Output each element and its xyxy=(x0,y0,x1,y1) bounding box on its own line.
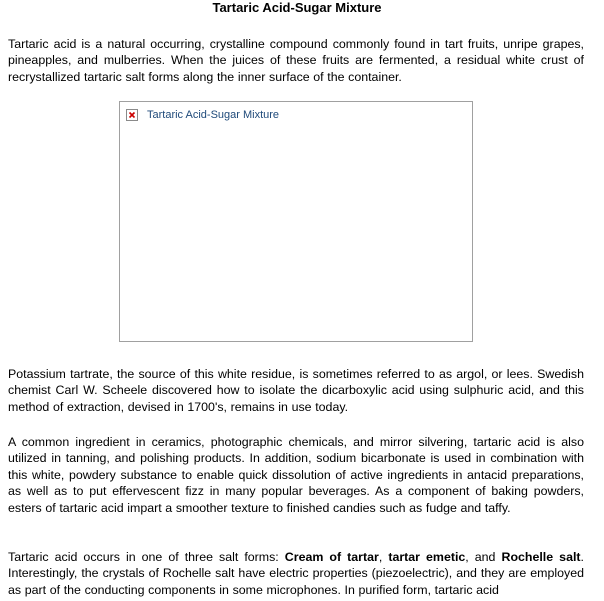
salt-cream-of-tartar: Cream of tartar xyxy=(284,550,379,564)
salt-forms-intro: Tartaric acid occurs in one of three salt forms: xyxy=(8,550,285,564)
broken-image-icon xyxy=(126,109,138,121)
figure-image-placeholder xyxy=(119,101,473,342)
uses-paragraph: A common ingredient in ceramics, photographic chemicals, and mirror silvering, tartaric acid is also utilized in tanning, and polishing products. In addition, sodium bicarbonate is used in combination with this white, powdery substance to enable quick dissolution of active ingredients in antacid preparations, as well as to put effervescent fizz in many popular beverages. As a component of baking powders, esters of tartaric acid impart a smoother texture to finished candies such as fudge and taffy. xyxy=(8,435,584,515)
salt-forms-rest: . Interestingly, the crystals of Rochelle salt have electric properties (piezoelectric), and they are employed as part of the conducting components in some microphones. In purified form, tartaric acid xyxy=(8,550,584,597)
salt-forms-paragraph xyxy=(8,549,584,598)
salt-rochelle-salt: Rochelle salt xyxy=(501,550,581,564)
potassium-tartrate-paragraph: Potassium tartrate, the source of this white residue, is sometimes referred to as argol, or lees. Swedish chemist Carl W. Scheele discovered how to isolate the dicarboxylic acid using sulphuric acid, and this method of extraction, devised in 1700's, remains in use today. xyxy=(8,367,584,414)
figure-alt-text: Tartaric Acid-Sugar Mixture xyxy=(147,109,280,121)
salt-tartar-emetic: tartar emetic xyxy=(388,550,466,564)
page-title: Tartaric Acid-Sugar Mixture xyxy=(212,0,382,15)
salt-separator-1: , xyxy=(378,550,389,564)
salt-separator-2: , and xyxy=(465,550,502,564)
intro-paragraph: Tartaric acid is a natural occurring, crystalline compound commonly found in tart fruits, unripe grapes, pineapples, and mulberries. When the juices of these fruits are fermented, a residual white crust of recrystallized tartaric salt forms along the inner surface of the container. xyxy=(8,37,584,84)
